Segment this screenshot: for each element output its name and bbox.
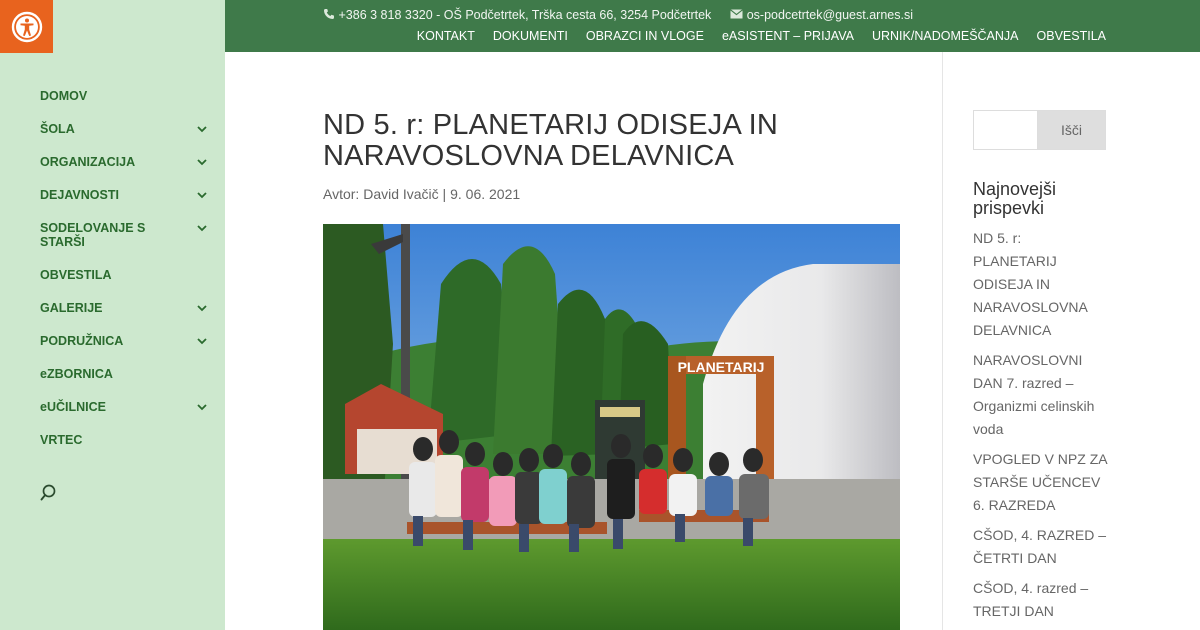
nav-item-label: eZBORNICA xyxy=(40,367,113,381)
top-nav-link[interactable]: KONTAKT xyxy=(416,29,475,43)
phone-address-text: +386 3 818 3320 - OŠ Podčetrtek, Trška cesta 66, 3254 Podčetrtek xyxy=(338,8,712,22)
recent-post-link[interactable]: CŠOD, 4. razred – TRETJI DAN xyxy=(973,580,1089,619)
nav-item[interactable] xyxy=(40,400,210,414)
top-nav-link[interactable]: DOKUMENTI xyxy=(492,29,568,43)
nav-item-label: ŠOLA xyxy=(40,122,75,136)
top-nav-link[interactable]: OBRAZCI IN VLOGE xyxy=(585,29,704,43)
recent-post-link[interactable]: NARAVOSLOVNI DAN 7. razred – Organizmi celinskih voda xyxy=(973,352,1095,437)
search-input[interactable] xyxy=(973,110,1037,150)
top-nav-link[interactable]: URNIK/NADOMEŠČANJA xyxy=(871,29,1019,43)
nav-item-label: ORGANIZACIJA xyxy=(40,155,136,169)
planetarij-sign: PLANETARIJ xyxy=(677,359,765,375)
nav-item-label: VRTEC xyxy=(40,433,83,447)
left-sidebar xyxy=(0,0,225,630)
chevron-down-icon[interactable] xyxy=(194,155,210,169)
recent-post-link[interactable]: ND 5. r: PLANETARIJ ODISEJA IN NARAVOSLOVNA DELAVNICA xyxy=(973,230,1088,338)
top-nav-link[interactable]: OBVESTILA xyxy=(1036,29,1106,43)
chevron-down-icon[interactable] xyxy=(194,400,210,414)
nav-item[interactable] xyxy=(40,122,210,136)
content-divider xyxy=(942,52,943,630)
nav-item[interactable] xyxy=(40,188,210,202)
nav-item[interactable] xyxy=(40,367,210,381)
nav-item-label: GALERIJE xyxy=(40,301,103,315)
post-title: ND 5. r: PLANETARIJ ODISEJA IN NARAVOSLOVNA DELAVNICA xyxy=(323,109,779,172)
accessibility-icon xyxy=(11,11,43,43)
nav-item[interactable] xyxy=(40,221,210,249)
phone-icon xyxy=(323,8,335,20)
nav-item[interactable] xyxy=(40,334,210,348)
contact-info xyxy=(323,8,913,22)
top-header xyxy=(225,0,1200,52)
chevron-down-icon[interactable] xyxy=(194,221,210,235)
chevron-down-icon[interactable] xyxy=(194,188,210,202)
post-featured-image[interactable] xyxy=(323,224,900,630)
chevron-down-icon[interactable] xyxy=(194,301,210,315)
nav-item-label: PODRUŽNICA xyxy=(40,334,124,348)
top-nav-link[interactable]: eASISTENT – PRIJAVA xyxy=(721,29,854,43)
post-content xyxy=(323,109,900,375)
chevron-down-icon[interactable] xyxy=(194,334,210,348)
recent-posts-list xyxy=(973,227,1108,630)
nav-item[interactable] xyxy=(40,89,210,103)
recent-posts-title: Najnovejši prispevki xyxy=(973,179,1057,218)
search-button[interactable]: Išči xyxy=(1037,110,1106,150)
post-meta: Avtor: David Ivačič | 9. 06. 2021 xyxy=(323,186,521,202)
nav-item-label: OBVESTILA xyxy=(40,268,112,282)
nav-item-label: DEJAVNOSTI xyxy=(40,188,119,202)
nav-item[interactable] xyxy=(40,268,210,282)
nav-item-label: SODELOVANJE S STARŠI xyxy=(40,221,146,249)
nav-item[interactable] xyxy=(40,155,210,169)
nav-item[interactable] xyxy=(40,301,210,315)
nav-item-label: eUČILNICE xyxy=(40,400,106,414)
nav-item[interactable] xyxy=(40,433,210,447)
email-link[interactable]: os-podcetrtek@guest.arnes.si xyxy=(746,8,913,22)
recent-post-link[interactable]: VPOGLED V NPZ ZA STARŠE UČENCEV 6. RAZREDA xyxy=(973,451,1107,513)
recent-post-link[interactable]: CŠOD, 4. RAZRED – ČETRTI DAN xyxy=(973,527,1107,566)
nav-item-label: DOMOV xyxy=(40,89,88,103)
top-nav xyxy=(417,29,1106,43)
mail-icon xyxy=(730,9,743,19)
search-icon[interactable] xyxy=(40,483,60,503)
chevron-down-icon[interactable] xyxy=(194,122,210,136)
accessibility-button[interactable] xyxy=(0,0,53,53)
